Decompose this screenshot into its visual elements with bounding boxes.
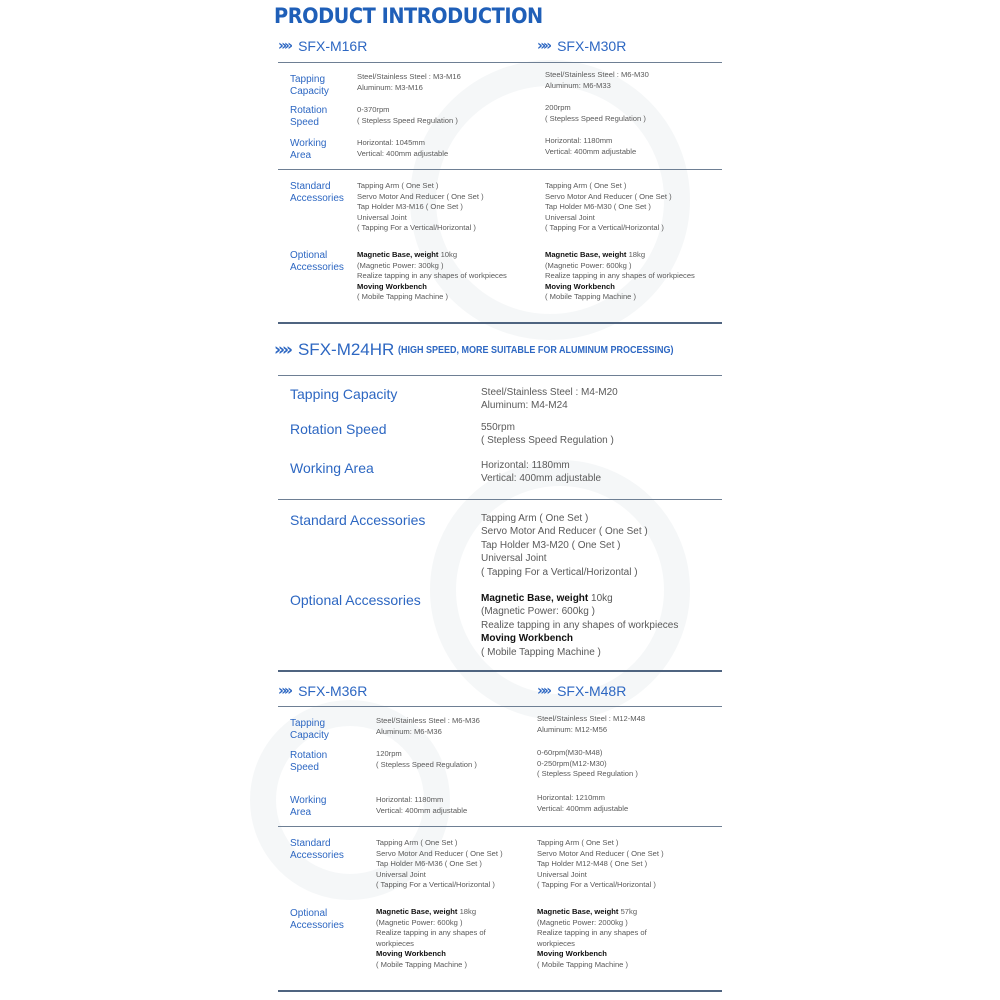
- m30r-standard: [545, 181, 672, 234]
- double-chevron-icon: »»: [274, 340, 290, 360]
- divider: [278, 375, 722, 376]
- m36r-working: [376, 795, 467, 816]
- m36r-standard: [376, 838, 503, 891]
- spec-weight: 10kg: [591, 593, 613, 604]
- spec-line: Tap Holder M3-M16 ( One Set ): [357, 202, 463, 212]
- label-tapping-capacity: Tapping Capacity: [290, 386, 398, 402]
- spec-line: ( Stepless Speed Regulation ): [481, 435, 614, 447]
- m24hr-working: [481, 459, 601, 486]
- spec-line: workpieces: [537, 938, 575, 948]
- spec-line: Steel/Stainless Steel : M4-M20: [481, 387, 618, 398]
- spec-line: Tapping Arm ( One Set ): [376, 838, 458, 847]
- divider: [278, 670, 722, 672]
- label-rotation-speed: Rotation Speed: [290, 750, 328, 773]
- spec-line: Realize tapping in any shapes of workpieces: [481, 619, 679, 631]
- spec-line: Universal Joint: [537, 869, 587, 879]
- spec-bold: Magnetic Base, weight: [537, 907, 619, 916]
- divider: [278, 322, 722, 324]
- m16r-rotation: [357, 105, 458, 126]
- m16r-tapping: [357, 72, 461, 93]
- spec-line: 0-250rpm(M12-M30): [537, 758, 607, 768]
- spec-line: ( Mobile Tapping Machine ): [481, 646, 601, 658]
- label-rotation-speed: Rotation Speed: [290, 421, 387, 437]
- divider: [278, 826, 722, 827]
- spec-line: Tapping Arm ( One Set ): [481, 513, 589, 524]
- spec-line: ( Tapping For a Vertical/Horizontal ): [545, 223, 664, 233]
- spec-line: Aluminum: M12-M56: [537, 724, 608, 734]
- model-heading-m16r: [278, 38, 367, 54]
- spec-line: Servo Motor And Reducer ( One Set ): [545, 191, 672, 201]
- double-chevron-icon: »»: [278, 683, 291, 699]
- model-name: SFX-M30R: [557, 38, 627, 54]
- spec-bold: Moving Workbench: [376, 949, 446, 959]
- model-note: (HIGH SPEED, MORE SUITABLE FOR ALUMINUM PROCESSING): [398, 344, 674, 356]
- label-optional-accessories: Optional Accessories: [290, 592, 421, 608]
- spec-bold: Magnetic Base, weight: [376, 907, 458, 916]
- spec-line: Aluminum: M4-M24: [481, 400, 568, 412]
- spec-line: ( Tapping For a Vertical/Horizontal ): [357, 223, 476, 233]
- spec-bold: Moving Workbench: [481, 633, 574, 645]
- divider: [278, 169, 722, 170]
- model-name: SFX-M48R: [557, 683, 627, 699]
- spec-line: Universal Joint: [376, 869, 426, 879]
- m16r-optional: [357, 250, 507, 303]
- divider: [278, 62, 722, 63]
- spec-line: Universal Joint: [545, 212, 595, 222]
- model-heading-m36r: [278, 683, 367, 699]
- spec-line: Steel/Stainless Steel : M6-M36: [376, 716, 480, 725]
- spec-line: Vertical: 400mm adjustable: [545, 146, 637, 156]
- spec-line: Tap Holder M6-M36 ( One Set ): [376, 859, 482, 869]
- double-chevron-icon: »»: [537, 38, 550, 54]
- spec-line: (Magnetic Power: 600kg ): [376, 917, 463, 927]
- spec-weight: 18kg: [459, 907, 477, 916]
- spec-line: Horizontal: 1180mm: [376, 795, 444, 804]
- divider: [278, 990, 722, 992]
- spec-line: Realize tapping in any shapes of workpieces: [545, 271, 695, 281]
- spec-line: ( Mobile Tapping Machine ): [537, 959, 629, 969]
- spec-line: Tap Holder M6-M30 ( One Set ): [545, 202, 651, 212]
- spec-line: Vertical: 400mm adjustable: [357, 148, 449, 158]
- spec-line: Servo Motor And Reducer ( One Set ): [376, 848, 503, 858]
- spec-line: Realize tapping in any shapes of: [537, 928, 647, 938]
- spec-line: Vertical: 400mm adjustable: [537, 803, 629, 813]
- spec-weight: 18kg: [628, 250, 646, 259]
- spec-line: Horizontal: 1210mm: [537, 793, 605, 802]
- double-chevron-icon: »»: [537, 683, 550, 699]
- spec-line: Steel/Stainless Steel : M6-M30: [545, 70, 649, 79]
- label-standard-accessories: Standard Accessories: [290, 181, 344, 204]
- spec-bold: Magnetic Base, weight: [545, 250, 627, 259]
- m30r-optional: [545, 250, 695, 303]
- spec-bold: Moving Workbench: [357, 281, 427, 291]
- m24hr-rotation: [481, 421, 614, 448]
- spec-weight: 57kg: [620, 907, 638, 916]
- spec-line: 0-60rpm(M30-M48): [537, 748, 603, 757]
- label-standard-accessories: Standard Accessories: [290, 512, 426, 528]
- label-optional-accessories: Optional Accessories: [290, 250, 344, 273]
- m30r-rotation: [545, 103, 646, 124]
- model-name: SFX-M36R: [298, 683, 368, 699]
- spec-bold: Magnetic Base, weight: [357, 250, 439, 259]
- spec-bold: Magnetic Base, weight: [481, 593, 589, 604]
- spec-line: (Magnetic Power: 600kg ): [481, 606, 595, 618]
- m16r-working: [357, 138, 448, 159]
- m48r-standard: [537, 838, 664, 891]
- spec-line: Servo Motor And Reducer ( One Set ): [357, 191, 484, 201]
- spec-line: Vertical: 400mm adjustable: [481, 473, 602, 485]
- spec-line: Realize tapping in any shapes of: [376, 928, 486, 938]
- spec-line: ( Stepless Speed Regulation ): [357, 115, 458, 125]
- spec-line: Aluminum: M6-M36: [376, 726, 442, 736]
- spec-line: (Magnetic Power: 600kg ): [545, 260, 632, 270]
- model-heading-m48r: [537, 683, 626, 699]
- spec-line: Tapping Arm ( One Set ): [545, 181, 627, 190]
- spec-line: Universal Joint: [481, 553, 547, 565]
- m16r-standard: [357, 181, 484, 234]
- model-name: SFX-M16R: [298, 38, 368, 54]
- m48r-tapping: [537, 714, 645, 735]
- divider: [278, 499, 722, 500]
- spec-line: ( Mobile Tapping Machine ): [376, 959, 468, 969]
- m48r-working: [537, 793, 628, 814]
- spec-line: Servo Motor And Reducer ( One Set ): [537, 848, 664, 858]
- divider: [278, 706, 722, 707]
- model-heading-m30r: [537, 38, 626, 54]
- label-tapping-capacity: Tapping Capacity: [290, 74, 329, 97]
- spec-line: Tap Holder M12-M48 ( One Set ): [537, 859, 648, 869]
- spec-line: 0-370rpm: [357, 105, 390, 114]
- label-optional-accessories: Optional Accessories: [290, 908, 344, 931]
- m24hr-standard: [481, 512, 648, 579]
- spec-line: Horizontal: 1180mm: [545, 136, 613, 145]
- spec-line: ( Stepless Speed Regulation ): [537, 769, 638, 779]
- m36r-rotation: [376, 749, 477, 770]
- spec-bold: Moving Workbench: [545, 281, 615, 291]
- spec-line: Tapping Arm ( One Set ): [537, 838, 619, 847]
- spec-bold: Moving Workbench: [537, 949, 607, 959]
- label-working-area: Working Area: [290, 795, 327, 818]
- m48r-rotation: [537, 748, 638, 780]
- spec-line: ( Mobile Tapping Machine ): [357, 292, 449, 302]
- spec-line: ( Tapping For a Vertical/Horizontal ): [481, 566, 638, 578]
- model-name: SFX-M24HR: [297, 340, 395, 359]
- spec-line: ( Tapping For a Vertical/Horizontal ): [376, 880, 495, 890]
- m30r-tapping: [545, 70, 649, 91]
- m24hr-optional: [481, 592, 678, 659]
- spec-line: Servo Motor And Reducer ( One Set ): [481, 526, 648, 538]
- spec-line: ( Stepless Speed Regulation ): [376, 759, 477, 769]
- page-title: PRODUCT INTRODUCTION: [274, 4, 543, 28]
- m36r-optional: [376, 907, 486, 971]
- spec-line: workpieces: [376, 938, 414, 948]
- spec-line: ( Tapping For a Vertical/Horizontal ): [537, 880, 656, 890]
- label-working-area: Working Area: [290, 138, 327, 161]
- spec-line: Horizontal: 1180mm: [481, 460, 570, 471]
- spec-line: Tapping Arm ( One Set ): [357, 181, 439, 190]
- spec-line: 200rpm: [545, 103, 571, 112]
- spec-line: ( Mobile Tapping Machine ): [545, 292, 637, 302]
- spec-line: (Magnetic Power: 2000kg ): [537, 917, 628, 927]
- spec-line: ( Stepless Speed Regulation ): [545, 113, 646, 123]
- m30r-working: [545, 136, 636, 157]
- m36r-tapping: [376, 716, 480, 737]
- spec-line: Aluminum: M3-M16: [357, 82, 423, 92]
- spec-line: (Magnetic Power: 300kg ): [357, 260, 444, 270]
- label-rotation-speed: Rotation Speed: [290, 105, 328, 128]
- double-chevron-icon: »»: [278, 38, 291, 54]
- spec-line: Horizontal: 1045mm: [357, 138, 425, 147]
- spec-line: Realize tapping in any shapes of workpieces: [357, 271, 507, 281]
- m48r-optional: [537, 907, 647, 971]
- spec-line: Steel/Stainless Steel : M3-M16: [357, 72, 461, 81]
- spec-line: Steel/Stainless Steel : M12-M48: [537, 714, 646, 723]
- model-heading-m24hr: [274, 340, 704, 360]
- label-standard-accessories: Standard Accessories: [290, 838, 344, 861]
- spec-line: Vertical: 400mm adjustable: [376, 805, 468, 815]
- m24hr-tapping: [481, 386, 618, 413]
- spec-line: Universal Joint: [357, 212, 407, 222]
- spec-line: Aluminum: M6-M33: [545, 80, 611, 90]
- spec-weight: 10kg: [440, 250, 458, 259]
- spec-line: 120rpm: [376, 749, 402, 758]
- label-tapping-capacity: Tapping Capacity: [290, 718, 329, 741]
- spec-line: Tap Holder M3-M20 ( One Set ): [481, 539, 621, 551]
- spec-line: 550rpm: [481, 422, 515, 433]
- label-working-area: Working Area: [290, 460, 374, 476]
